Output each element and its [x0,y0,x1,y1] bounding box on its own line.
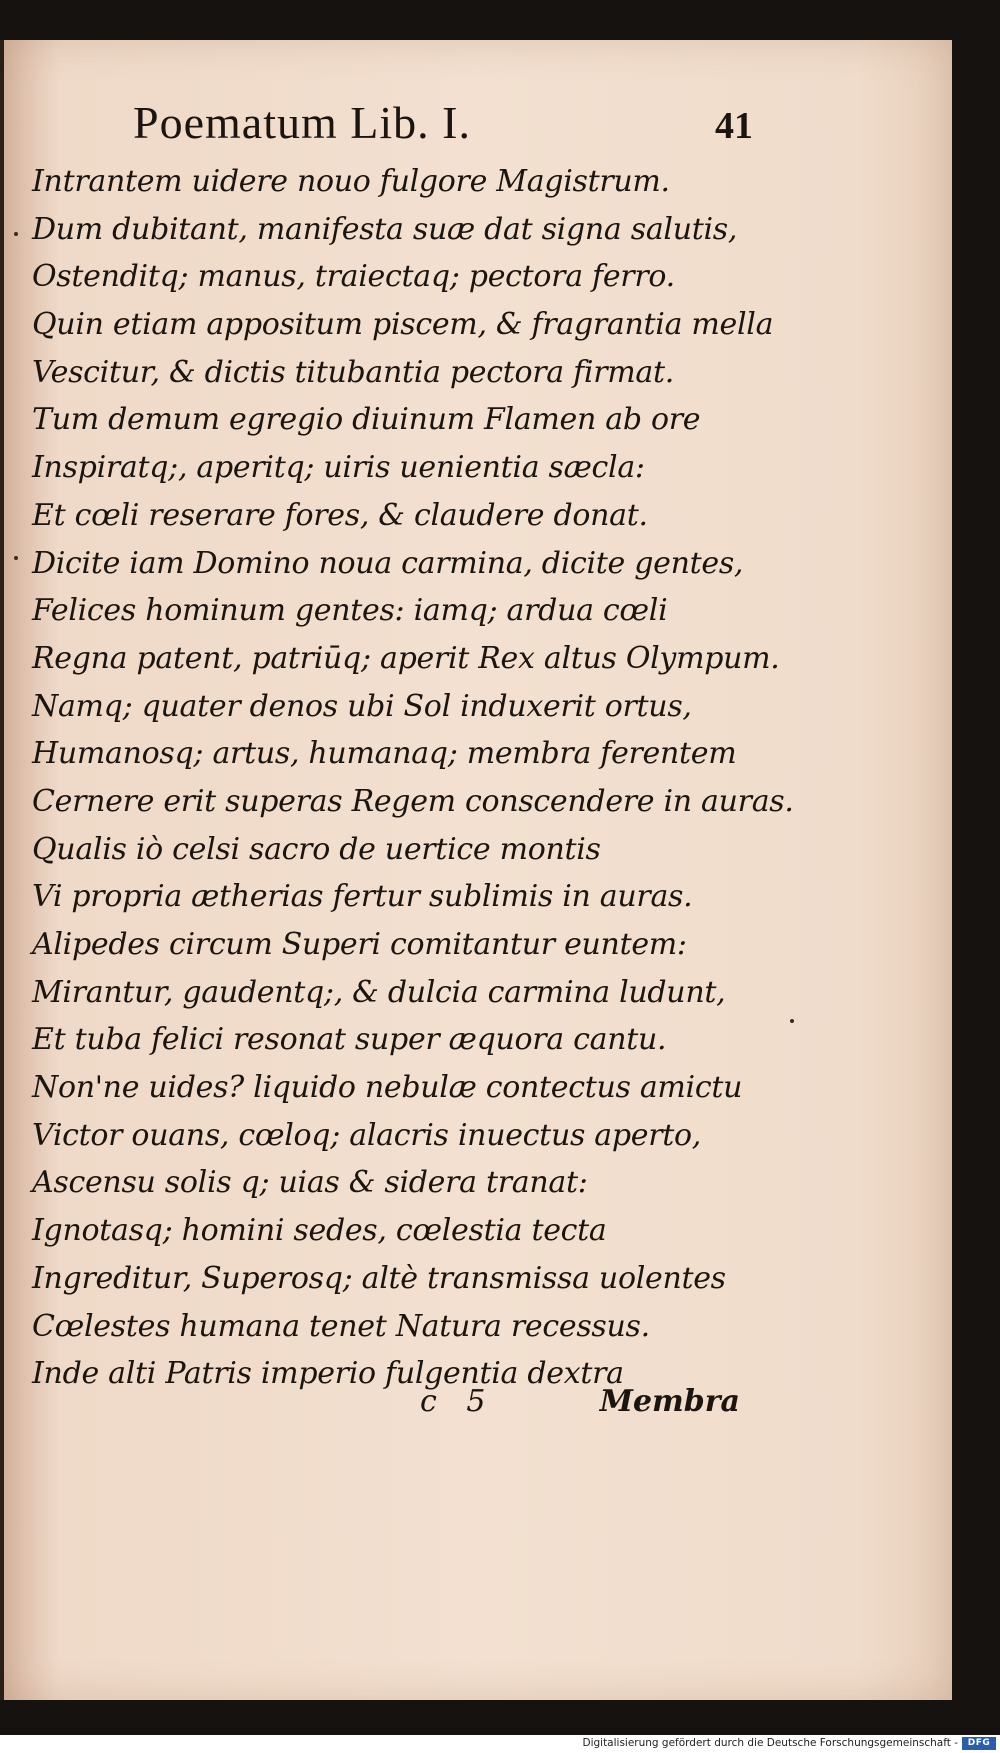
page-header [133,96,753,166]
verse-line: Dicite iam Domino noua carmina, dicite gentes, [32,545,744,581]
verse-line: Qualis iò celsi sacro de uertice montis [32,831,601,867]
verse-line: Regna patent, patriūq; aperit Rex altus Olympum. [32,640,780,676]
verse-line: Victor ouans, cœloq; alacris inuectus aperto, [32,1117,702,1153]
verse-line: Et tuba felici resonat super æquora cantu. [32,1022,667,1058]
verse-line: Humanosq; artus, humanaq; membra ferentem [32,736,737,772]
page-edge [0,40,4,1700]
verse-line: Vi propria ætherias fertur sublimis in auras. [32,879,693,915]
verse-line: Tum demum egregio diuinum Flamen ab ore [32,402,701,438]
page-footer [420,1384,740,1434]
verse-line: Inde alti Patris imperio fulgentia dextra [32,1356,624,1392]
verse-line: Mirantur, gaudentq;, & dulcia carmina ludunt, [32,974,726,1010]
page-number: 41 [715,105,753,147]
signature-mark: c 5 [420,1384,486,1419]
catchword: Membra [599,1384,740,1419]
verse-line: Cernere erit superas Regem conscendere in auras. [32,783,794,819]
ink-speck [14,232,18,236]
poem-text-block [32,158,794,1398]
verse-line: Alipedes circum Superi comitantur euntem: [32,927,687,962]
verse-line: Ostenditq; manus, traiectaq; pectora ferro. [32,259,675,295]
running-title: Poematum Lib. I. [133,97,471,148]
verse-line: Et cœli reserare fores, & claudere donat. [32,497,648,533]
dfg-logo-icon: DFG [962,1737,996,1750]
verse-line: Dum dubitant, manifesta suæ dat signa salutis, [32,211,738,247]
verse-line: Namq; quater denos ubi Sol induxerit ortus, [32,688,692,724]
verse-line: Non'ne uides? liquido nebulæ contectus amictu [32,1070,743,1106]
verse-line: Vescitur, & dictis titubantia pectora firmat. [32,354,674,390]
verse-line: Ignotasq; homini sedes, cœlestia tecta [32,1213,607,1249]
ink-speck [790,1019,794,1023]
verse-line: Inspiratq;, aperitq; uiris uenientia sæcla: [32,450,645,486]
ink-speck [14,556,18,560]
verse-line: Ascensu solis q; uias & sidera tranat: [32,1165,588,1201]
digitization-credit: Digitalisierung gefördert durch die Deutsche Forschungsgemeinschaft - [582,1737,958,1749]
verse-line: Ingreditur, Superosq; altè transmissa uolentes [32,1260,726,1296]
verse-line: Felices hominum gentes: iamq; ardua cœli [32,593,668,629]
verse-line: Cœlestes humana tenet Natura recessus. [32,1308,650,1344]
verse-line: Intrantem uidere nouo fulgore Magistrum. [32,164,670,199]
verse-line: Quin etiam appositum piscem, & fragrantia mella [32,307,774,343]
